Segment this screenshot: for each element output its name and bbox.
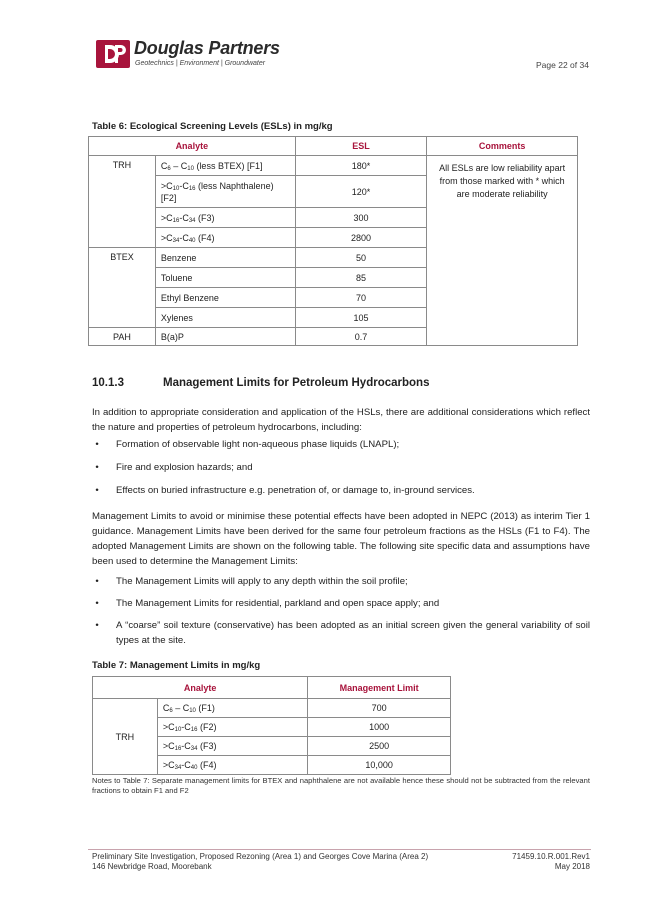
- analyte-cell: $>C_{10}-C_{16}$ (F2): [157, 718, 307, 737]
- esl-value: 2800: [295, 228, 427, 248]
- analyte-cell: Benzene: [155, 248, 295, 268]
- bullet-item: The Management Limits will apply to any depth within the soil profile;: [116, 576, 408, 587]
- company-name: Douglas Partners: [134, 38, 280, 58]
- bullet-marker: •: [95, 485, 99, 496]
- esl-value: 0.7: [295, 328, 427, 346]
- esl-value: 50: [295, 248, 427, 268]
- table7-management-limits-table: [92, 676, 451, 775]
- analyte-cell: $C_6 - C_{10}$ (F1): [157, 699, 307, 718]
- limit-value: 1000: [308, 718, 451, 737]
- bullet-item: Formation of observable light non-aqueous phase liquids (LNAPL);: [116, 439, 400, 450]
- esl-value: 85: [295, 268, 427, 288]
- limit-value: 10,000: [308, 756, 451, 775]
- analyte-cell: $>C_{16}-C_{34}$ (F3): [157, 737, 307, 756]
- esl-value: 300: [295, 208, 427, 228]
- paragraph-intro: In addition to appropriate consideration and application of the HSLs, there are additional considerations which reflect the nature and properties of petroleum hydrocarbons, including:: [92, 407, 590, 433]
- table7-header-analyte: Analyte: [93, 677, 308, 699]
- table6-header-row: [89, 137, 578, 156]
- group-btex: BTEX: [89, 248, 156, 328]
- footer-divider: [88, 849, 591, 850]
- company-logo-icon: [96, 40, 130, 68]
- table6-esl-table: [88, 136, 578, 346]
- bullet-item: The Management Limits for residential, parkland and open space apply; and: [116, 598, 440, 609]
- footer-date: May 2018: [554, 862, 590, 871]
- table7-header-row: [93, 677, 451, 699]
- bullet-marker: •: [95, 620, 99, 631]
- analyte-cell: Ethyl Benzene: [155, 288, 295, 308]
- group-trh: TRH: [89, 156, 156, 248]
- analyte-cell: $>C_{16}-C_{34}$ (F3): [155, 208, 295, 228]
- bullet-marker: •: [95, 598, 99, 609]
- esl-value: 180*: [295, 156, 427, 176]
- table-row: [93, 699, 451, 718]
- analyte-cell: $>C_{34}-C_{40}$ (F4): [157, 756, 307, 775]
- table6-header-analyte: Analyte: [89, 137, 296, 156]
- bullet-item: A “coarse” soil texture (conservative) has been adopted as an initial screen given the general variability of soil types at the site.: [116, 620, 590, 646]
- analyte-cell: $>C_{10}-C_{16}$ (less Naphthalene) [F2]: [155, 176, 295, 208]
- table7-header-limit: Management Limit: [308, 677, 451, 699]
- comments-cell: All ESLs are low reliability apart from those marked with * which are moderate reliability: [427, 156, 578, 346]
- table7-caption: Table 7: Management Limits in mg/kg: [92, 660, 261, 671]
- page-number: Page 22 of 34: [536, 60, 589, 70]
- footer-address: 146 Newbridge Road, Moorebank: [92, 862, 212, 871]
- footer-report-title: Preliminary Site Investigation, Proposed Rezoning (Area 1) and Georges Cove Marina (Area 2): [92, 852, 429, 861]
- section-title: Management Limits for Petroleum Hydrocarbons: [163, 377, 430, 389]
- group-pah: PAH: [89, 328, 156, 346]
- table-row: [89, 156, 578, 176]
- table6-header-esl: ESL: [295, 137, 427, 156]
- limit-value: 2500: [308, 737, 451, 756]
- analyte-cell: $C_6 - C_{10}$ (less BTEX) [F1]: [155, 156, 295, 176]
- analyte-cell: $>C_{34}-C_{40}$ (F4): [155, 228, 295, 248]
- bullet-marker: •: [95, 439, 99, 450]
- analyte-cell: Xylenes: [155, 308, 295, 328]
- table6-header-comments: Comments: [427, 137, 578, 156]
- limit-value: 700: [308, 699, 451, 718]
- paragraph-management-limits: Management Limits to avoid or minimise these potential effects have been adopted in NEPC (2013) as interim Tier 1 guidance. Management Limits have been derived for the same four petroleum fractions as the HSLs (F1 to F4). The adopted Management Limits are shown on the following table. The following site specific data and assumptions have been used to determine the Management Limits:: [92, 511, 590, 567]
- bullet-marker: •: [95, 576, 99, 587]
- esl-value: 70: [295, 288, 427, 308]
- analyte-cell: B(a)P: [155, 328, 295, 346]
- table6-caption: Table 6: Ecological Screening Levels (ESLs) in mg/kg: [92, 121, 333, 132]
- bullet-item: Fire and explosion hazards; and: [116, 462, 253, 473]
- esl-value: 105: [295, 308, 427, 328]
- section-number: 10.1.3: [92, 377, 124, 389]
- bullet-item: Effects on buried infrastructure e.g. penetration of, or damage to, in-ground services.: [116, 485, 475, 496]
- bullet-marker: •: [95, 462, 99, 473]
- esl-value: 120*: [295, 176, 427, 208]
- company-tagline: Geotechnics | Environment | Groundwater: [135, 60, 266, 67]
- analyte-cell: Toluene: [155, 268, 295, 288]
- group-trh: TRH: [93, 699, 158, 775]
- table7-notes: Notes to Table 7: Separate management limits for BTEX and naphthalene are not available hence these should not be subtracted from the relevant fractions to obtain F1 and F2: [92, 776, 590, 795]
- footer-report-number: 71459.10.R.001.Rev1: [512, 852, 590, 861]
